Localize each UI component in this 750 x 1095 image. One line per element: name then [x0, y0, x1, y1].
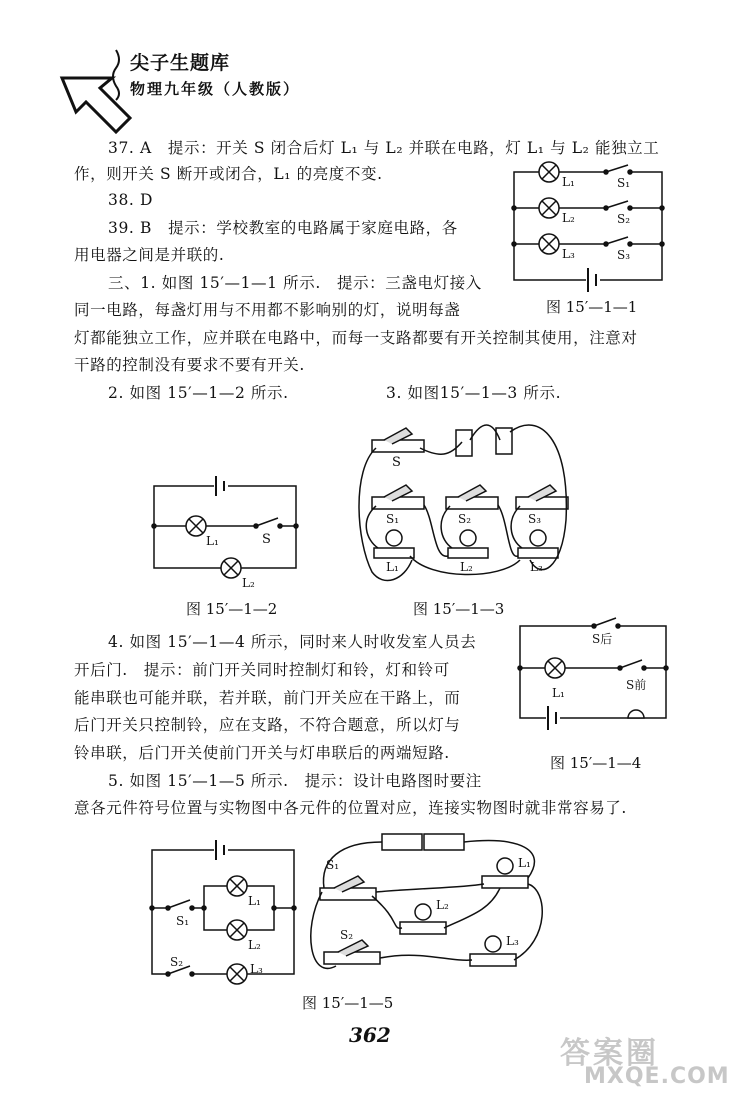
label-L3: L₃: [506, 934, 519, 948]
text-line: 3. 如图15′—1—3 所示.: [386, 384, 562, 402]
header-subtitle: 物理九年级（人教版）: [130, 80, 301, 98]
figure-caption: 图 15′—1—1: [546, 298, 638, 316]
label-L1: L₁: [206, 534, 219, 548]
label-S3: S₃: [617, 248, 631, 262]
label-L2: L₂: [436, 898, 449, 912]
label-L2: L₂: [242, 576, 255, 590]
label-L2: L₂: [460, 560, 473, 574]
figure-caption: 图 15′—1—3: [413, 600, 505, 618]
label-S2: S₂: [340, 928, 354, 942]
label-S1: S₁: [326, 858, 340, 872]
label-L1: L₁: [248, 894, 261, 908]
label-S: S: [392, 455, 401, 470]
figure-caption: 图 15′—1—2: [186, 600, 278, 618]
text-line: 灯都能独立工作，应并联在电路中，而每一支路都要有开关控制其使用，注意对: [74, 329, 638, 347]
text-line: 铃串联，后门开关使前门开关与灯串联后的两端短路.: [74, 744, 450, 762]
text-line: 2. 如图 15′—1—2 所示.: [108, 384, 289, 402]
label-S2: S₂: [617, 212, 631, 226]
text-line: 能串联也可能并联，若并联，前门开关应在干路上，而: [74, 689, 461, 707]
label-S1: S₁: [176, 914, 190, 928]
label-S2: S₂: [170, 955, 184, 969]
text-line: 意各元件符号位置与实物图中各元件的位置对应，连接实物图时就非常容易了.: [74, 799, 627, 817]
text-line: 37. A 提示：开关 S 闭合后灯 L₁ 与 L₂ 并联在电路，灯 L₁ 与 L₂ 能独立工: [108, 139, 660, 157]
text-line: 39. B 提示：学校教室的电路属于家庭电路，各: [108, 219, 458, 237]
watermark-logo: 答案圈: [560, 1036, 659, 1071]
label-S1: S₁: [617, 176, 631, 190]
text-line: 同一电路，每盏灯用与不用都不影响别的灯，说明每盏: [74, 301, 461, 319]
text-line: 作，则开关 S 断开或闭合，L₁ 的亮度不变.: [74, 165, 383, 183]
label-L2: L₂: [248, 938, 261, 952]
figure-caption: 图 15′—1—5: [302, 994, 394, 1012]
header-title: 尖子生题库: [130, 52, 231, 74]
watermark-url: MXQE.COM: [584, 1064, 730, 1089]
label-L1: L₁: [552, 686, 565, 700]
label-L3: L₃: [250, 962, 263, 976]
text-line: 干路的控制没有要求不要有开关.: [74, 356, 305, 374]
label-L3: L₃: [562, 247, 575, 261]
text-line: 开后门. 提示：前门开关同时控制灯和铃，灯和铃可: [74, 661, 450, 679]
text-line: 三、1. 如图 15′—1—1 所示. 提示：三盏电灯接入: [108, 274, 482, 292]
text-line: 5. 如图 15′—1—5 所示. 提示：设计电路图时要注: [108, 772, 482, 790]
label-S1: S₁: [386, 512, 400, 526]
text-line: 后门开关只控制铃，应在支路，不符合题意，所以灯与: [74, 716, 461, 734]
text-line: 4. 如图 15′—1—4 所示，同时来人时收发室人员去: [108, 633, 477, 651]
text-line: 用电器之间是并联的.: [74, 246, 225, 264]
label-S2: S₂: [458, 512, 472, 526]
figure-caption: 图 15′—1—4: [550, 754, 642, 772]
text-line: 38. D: [108, 191, 154, 209]
label-L3: L₃: [530, 560, 543, 574]
page-number: 362: [349, 1023, 391, 1047]
label-S3: S₃: [528, 512, 542, 526]
label-L2: L₂: [562, 211, 575, 225]
label-S-back: S后: [592, 632, 613, 646]
label-S: S: [262, 532, 271, 547]
label-L1: L₁: [518, 856, 531, 870]
label-S-front: S前: [626, 678, 647, 692]
label-L1: L₁: [562, 175, 575, 189]
label-L1: L₁: [386, 560, 399, 574]
